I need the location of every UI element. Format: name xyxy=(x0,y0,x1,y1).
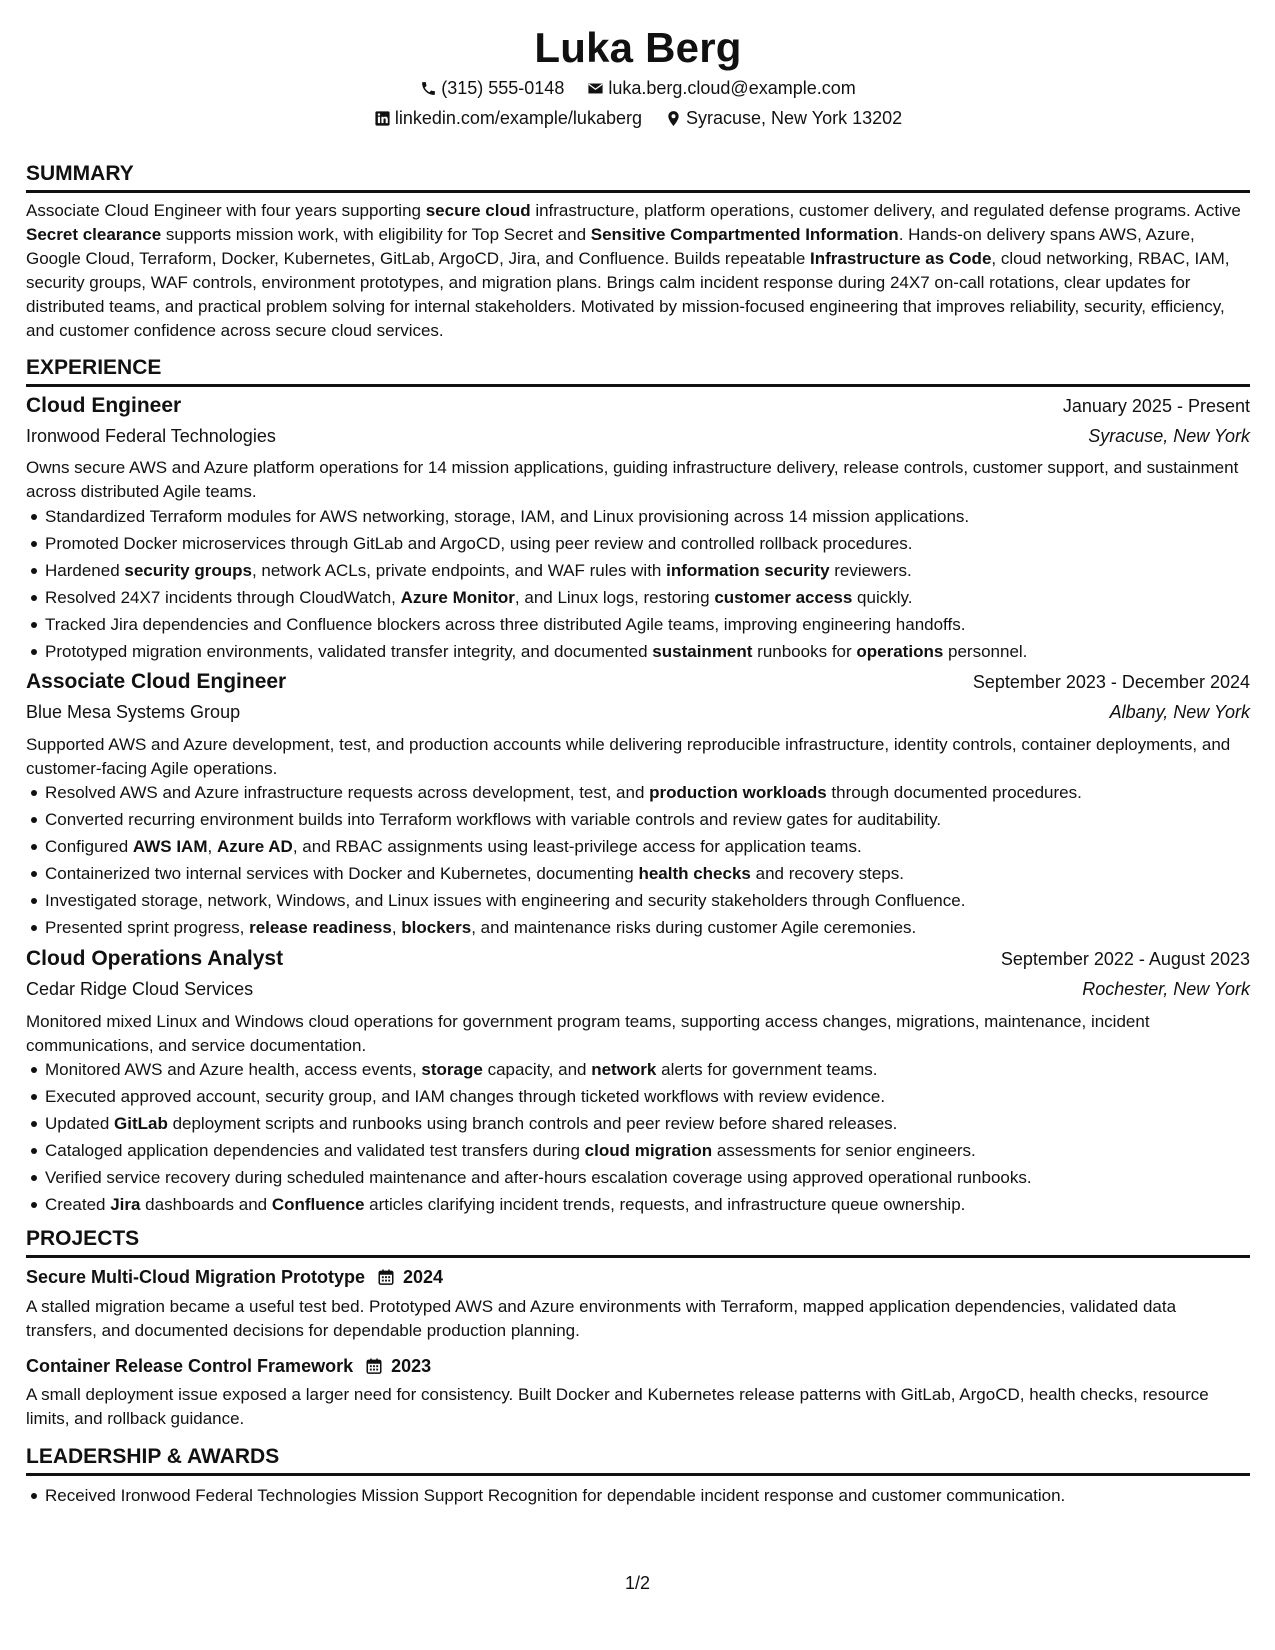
bullet-item xyxy=(26,503,1250,530)
job-dates: September 2022 - August 2023 xyxy=(1000,949,1250,969)
bold-text-run: information security xyxy=(666,561,830,580)
text-run: dashboards and xyxy=(140,1195,272,1214)
bold-text-run: cloud migration xyxy=(584,1141,713,1160)
text-run: , xyxy=(391,918,402,937)
text-run: Created xyxy=(45,1195,111,1214)
linkedin-text: linkedin.com/example/lukaberg xyxy=(394,108,642,128)
bullet-item xyxy=(26,1137,1250,1164)
job-bullet-list xyxy=(26,503,1250,665)
contact-line-2 xyxy=(26,106,1250,133)
linkedin-contact[interactable] xyxy=(374,106,642,130)
project-heading xyxy=(26,1265,443,1289)
bold-text-run: security groups xyxy=(124,561,252,580)
text-run: , cloud networking, RBAC, IAM, security groups, WAF controls, environment prototypes, and migration plans. Brings calm incident response during 24X7 on-call rotations, clear updates for distributed teams, and practical problem solving for internal stakeholders. Motivated by mission-focused engineering that improves reliability, security, efficiency, and customer confidence across secure cloud services. xyxy=(26,249,1230,340)
calendar-icon xyxy=(365,1357,383,1375)
job-organization: Ironwood Federal Technologies xyxy=(26,426,276,446)
text-run: , network ACLs, private endpoints, and WAF rules with xyxy=(251,561,667,580)
page-number: 1/2 xyxy=(624,1573,651,1593)
summary-divider xyxy=(26,190,1250,193)
job-bullet-list xyxy=(26,779,1250,941)
job-location: Albany, New York xyxy=(1109,702,1250,722)
text-run: Investigated storage, network, Windows, and Linux issues with engineering and security stakeholders through Confluence. xyxy=(45,891,966,910)
projects-divider xyxy=(26,1255,1250,1258)
phone-text: (315) 555-0148 xyxy=(441,78,565,98)
text-run: Resolved AWS and Azure infrastructure requests across development, test, and xyxy=(45,783,650,802)
project-heading xyxy=(26,1354,431,1378)
bullet-item xyxy=(26,557,1250,584)
text-run: Associate Cloud Engineer with four years supporting xyxy=(26,201,426,220)
linkedin-icon xyxy=(374,110,391,127)
bullet-item xyxy=(26,638,1250,665)
leadership-divider xyxy=(26,1473,1250,1476)
email-text: luka.berg.cloud@example.com xyxy=(608,78,856,98)
bold-text-run: AWS IAM xyxy=(132,837,208,856)
job-dates: September 2023 - December 2024 xyxy=(972,672,1250,692)
job-title: Cloud Engineer xyxy=(26,394,182,417)
text-run: Verified service recovery during scheduled maintenance and after-hours escalation coverage using approved operational runbooks. xyxy=(45,1168,1032,1187)
text-run: supports mission work, with eligibility for Top Secret and xyxy=(161,225,591,244)
text-run: Converted recurring environment builds into Terraform workflows with variable controls and review gates for auditability. xyxy=(45,810,942,829)
bold-text-run: Jira xyxy=(110,1195,141,1214)
bullet-item xyxy=(26,860,1250,887)
candidate-name: Luka Berg xyxy=(534,24,742,71)
project-description: A small deployment issue exposed a larger need for consistency. Built Docker and Kubernetes release patterns with GitLab, ArgoCD, health checks, resource limits, and rollback guidance. xyxy=(26,1385,1209,1428)
leadership-bullet-list xyxy=(26,1482,1250,1509)
text-run: through documented procedures. xyxy=(826,783,1082,802)
text-run: Prototyped migration environments, validated transfer integrity, and documented xyxy=(45,642,653,661)
text-run: Tracked Jira dependencies and Confluence blockers across three distributed Agile teams, improving engineering handoffs. xyxy=(45,615,966,634)
text-run: Monitored AWS and Azure health, access events, xyxy=(45,1060,422,1079)
bold-text-run: Azure Monitor xyxy=(400,588,515,607)
bold-text-run: storage xyxy=(421,1060,483,1079)
bullet-item xyxy=(26,806,1250,833)
text-run: and recovery steps. xyxy=(750,864,904,883)
job-title: Cloud Operations Analyst xyxy=(26,947,284,970)
contact-line-1 xyxy=(26,76,1250,103)
bold-text-run: sustainment xyxy=(652,642,753,661)
bullet-item xyxy=(26,530,1250,557)
text-run: Resolved 24X7 incidents through CloudWatch, xyxy=(45,588,401,607)
bold-text-run: customer access xyxy=(714,588,853,607)
bullet-item xyxy=(26,1164,1250,1191)
bullet-item xyxy=(26,914,1250,941)
bullet-item xyxy=(26,1482,1250,1509)
phone-icon xyxy=(420,80,437,97)
bullet-item xyxy=(26,779,1250,806)
text-run: Standardized Terraform modules for AWS networking, storage, IAM, and Linux provisioning across 14 mission applications. xyxy=(45,507,970,526)
bold-text-run: blockers xyxy=(401,918,472,937)
calendar-icon xyxy=(377,1268,395,1286)
bold-text-run: Infrastructure as Code xyxy=(810,249,992,268)
job-location: Rochester, New York xyxy=(1082,979,1250,999)
mail-icon xyxy=(587,80,604,97)
map-pin-icon xyxy=(665,110,682,127)
bold-text-run: Confluence xyxy=(271,1195,365,1214)
job-dates: January 2025 - Present xyxy=(1062,396,1250,416)
text-run: articles clarifying incident trends, requests, and infrastructure queue ownership. xyxy=(364,1195,966,1214)
bold-text-run: secure cloud xyxy=(425,201,531,220)
project-year: 2023 xyxy=(391,1356,432,1376)
bullet-item xyxy=(26,611,1250,638)
text-run: , xyxy=(207,837,217,856)
bold-text-run: network xyxy=(591,1060,657,1079)
text-run: Hardened xyxy=(45,561,125,580)
text-run: Updated xyxy=(45,1114,114,1133)
bold-text-run: Azure AD xyxy=(216,837,293,856)
email-contact[interactable] xyxy=(587,76,855,100)
job-organization: Cedar Ridge Cloud Services xyxy=(26,979,254,999)
phone-contact xyxy=(420,76,564,100)
bullet-item xyxy=(26,1056,1250,1083)
text-run: deployment scripts and runbooks using branch controls and peer review before shared releases. xyxy=(167,1114,898,1133)
job-description: Owns secure AWS and Azure platform operations for 14 mission applications, guiding infrastructure delivery, release controls, customer support, and sustainment across distributed Agile teams. xyxy=(26,458,1239,501)
text-run: , and Linux logs, restoring xyxy=(514,588,715,607)
bullet-item xyxy=(26,833,1250,860)
text-run: alerts for government teams. xyxy=(656,1060,878,1079)
text-run: quickly. xyxy=(852,588,913,607)
leadership-heading: LEADERSHIP & AWARDS xyxy=(26,1445,280,1468)
text-run: Received Ironwood Federal Technologies Mission Support Recognition for dependable incident response and customer communication. xyxy=(45,1486,1066,1505)
text-run: Promoted Docker microservices through GitLab and ArgoCD, using peer review and controlled rollback procedures. xyxy=(45,534,913,553)
summary-text xyxy=(26,199,1250,343)
project-description: A stalled migration became a useful test bed. Prototyped AWS and Azure environments with Terraform, mapped application dependencies, validated data transfers, and documented decisions for dependable production planning. xyxy=(26,1297,1177,1340)
text-run: infrastructure, platform operations, customer delivery, and regulated defense programs. Active xyxy=(530,201,1241,220)
job-location: Syracuse, New York xyxy=(1088,426,1250,446)
text-run: Configured xyxy=(45,837,133,856)
project-name: Secure Multi-Cloud Migration Prototype xyxy=(26,1267,366,1287)
bullet-item xyxy=(26,584,1250,611)
text-run: capacity, and xyxy=(482,1060,592,1079)
text-run: Executed approved account, security group, and IAM changes through ticketed workflows with review evidence. xyxy=(45,1087,886,1106)
location-contact xyxy=(665,106,902,130)
bold-text-run: Sensitive Compartmented Information xyxy=(590,225,899,244)
bullet-item xyxy=(26,887,1250,914)
job-description: Monitored mixed Linux and Windows cloud operations for government program teams, supporting access changes, migrations, maintenance, incident communications, and service documentation. xyxy=(26,1012,1150,1055)
text-run: Cataloged application dependencies and validated test transfers during xyxy=(45,1141,585,1160)
bold-text-run: operations xyxy=(856,642,944,661)
bullet-item xyxy=(26,1083,1250,1110)
bold-text-run: health checks xyxy=(638,864,751,883)
text-run: runbooks for xyxy=(752,642,857,661)
text-run: assessments for senior engineers. xyxy=(712,1141,976,1160)
bullet-item xyxy=(26,1191,1250,1218)
projects-heading: PROJECTS xyxy=(26,1227,140,1250)
experience-heading: EXPERIENCE xyxy=(26,356,162,379)
bold-text-run: GitLab xyxy=(114,1114,168,1133)
bold-text-run: Secret clearance xyxy=(26,225,162,244)
bullet-item xyxy=(26,1110,1250,1137)
job-bullet-list xyxy=(26,1056,1250,1218)
project-year: 2024 xyxy=(403,1267,444,1287)
text-run: , and maintenance risks during customer Agile ceremonies. xyxy=(471,918,917,937)
experience-divider xyxy=(26,384,1250,387)
job-description: Supported AWS and Azure development, test, and production accounts while delivering reproducible infrastructure, identity controls, container deployments, and customer-facing Agile operations. xyxy=(26,735,1231,778)
text-run: personnel. xyxy=(943,642,1028,661)
project-name: Container Release Control Framework xyxy=(26,1356,354,1376)
job-organization: Blue Mesa Systems Group xyxy=(26,702,241,722)
location-text: Syracuse, New York 13202 xyxy=(686,108,903,128)
job-title: Associate Cloud Engineer xyxy=(26,670,287,693)
summary-heading: SUMMARY xyxy=(26,162,134,185)
text-run: Containerized two internal services with Docker and Kubernetes, documenting xyxy=(45,864,639,883)
text-run: , and RBAC assignments using least-privilege access for application teams. xyxy=(292,837,862,856)
bold-text-run: release readiness xyxy=(249,918,392,937)
text-run: . Hands-on delivery spans AWS, Azure, Google Cloud, Terraform, Docker, Kubernetes, GitLab, ArgoCD, Jira, and Confluence. Builds repeatable xyxy=(26,225,1195,268)
bold-text-run: production workloads xyxy=(649,783,827,802)
text-run: Presented sprint progress, xyxy=(45,918,250,937)
text-run: reviewers. xyxy=(829,561,912,580)
